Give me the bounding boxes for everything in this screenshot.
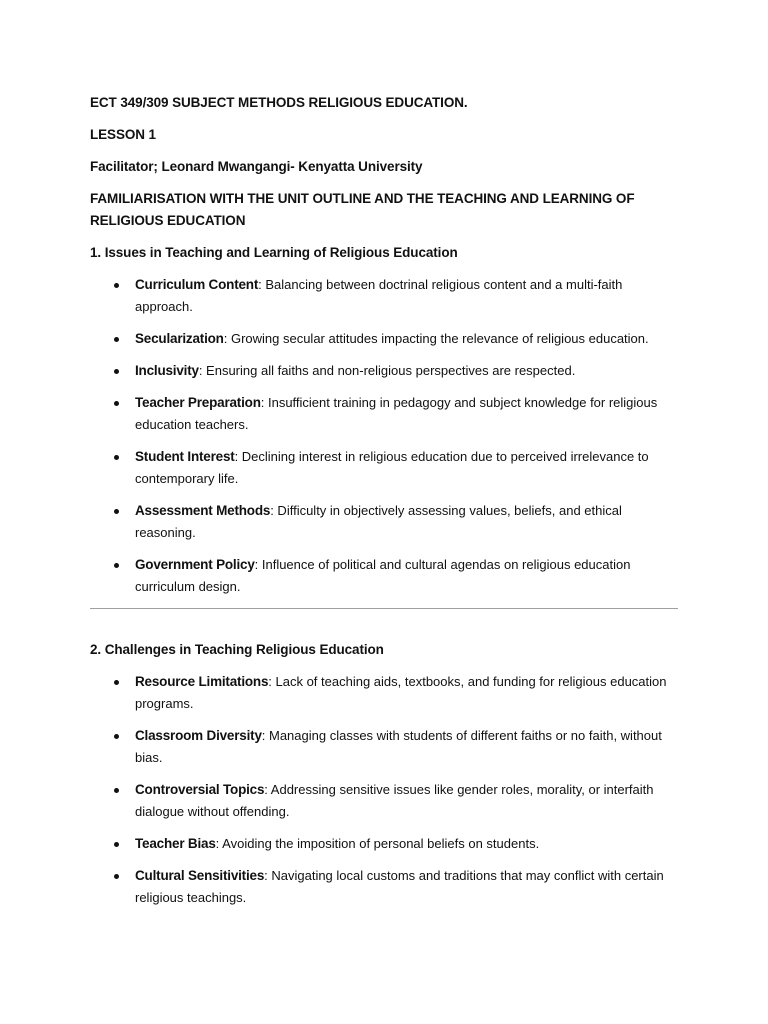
list-item (90, 446, 678, 490)
item-term: Government Policy (135, 557, 255, 572)
course-title: ECT 349/309 SUBJECT METHODS RELIGIOUS EDUCATION. (90, 95, 468, 110)
topic-heading: FAMILIARISATION WITH THE UNIT OUTLINE AND THE TEACHING AND LEARNING OF RELIGIOUS EDUCATION (90, 191, 635, 228)
item-term: Assessment Methods (135, 503, 271, 518)
item-term: Inclusivity (135, 363, 199, 378)
list-item (90, 833, 678, 855)
bullet-icon (114, 369, 119, 374)
item-description: : Declining interest in religious education due to perceived irrelevance to contemporary life. (135, 449, 649, 486)
list-item (90, 554, 678, 598)
item-description: : Lack of teaching aids, textbooks, and funding for religious education programs. (135, 674, 667, 711)
item-description: : Addressing sensitive issues like gender roles, morality, or interfaith dialogue without offending. (135, 782, 654, 819)
bullet-list (90, 671, 678, 909)
list-item (90, 671, 678, 715)
item-description: : Difficulty in objectively assessing values, beliefs, and ethical reasoning. (135, 503, 622, 540)
item-description: : Avoiding the imposition of personal beliefs on students. (215, 836, 540, 851)
section-title: 2. Challenges in Teaching Religious Education (90, 642, 384, 657)
list-item (90, 779, 678, 823)
bullet-icon (114, 337, 119, 342)
facilitator-line: Facilitator; Leonard Mwangangi- Kenyatta University (90, 159, 423, 174)
item-term: Teacher Preparation (135, 395, 261, 410)
list-item (90, 725, 678, 769)
bullet-list (90, 274, 678, 598)
item-term: Secularization (135, 331, 224, 346)
bullet-icon (114, 401, 119, 406)
item-term: Teacher Bias (135, 836, 216, 851)
bullet-icon (114, 734, 119, 739)
item-term: Resource Limitations (135, 674, 269, 689)
item-term: Classroom Diversity (135, 728, 262, 743)
item-description: : Managing classes with students of different faiths or no faith, without bias. (135, 728, 662, 765)
bullet-icon (114, 509, 119, 514)
item-description: : Balancing between doctrinal religious content and a multi-faith approach. (135, 277, 623, 314)
bullet-icon (114, 788, 119, 793)
list-item (90, 360, 678, 382)
section-challenges (90, 639, 678, 909)
item-description: : Insufficient training in pedagogy and subject knowledge for religious education teachers. (135, 395, 658, 432)
list-item (90, 328, 678, 350)
item-term: Curriculum Content (135, 277, 259, 292)
bullet-icon (114, 455, 119, 460)
item-term: Controversial Topics (135, 782, 265, 797)
list-item (90, 500, 678, 544)
bullet-icon (114, 283, 119, 288)
list-item (90, 392, 678, 436)
item-description: : Navigating local customs and traditions that may conflict with certain religious teachings. (135, 868, 664, 905)
lesson-label: LESSON 1 (90, 127, 156, 142)
bullet-icon (114, 874, 119, 879)
bullet-icon (114, 680, 119, 685)
item-description: : Growing secular attitudes impacting the relevance of religious education. (223, 331, 649, 346)
horizontal-divider (90, 608, 678, 609)
section-title: 1. Issues in Teaching and Learning of Religious Education (90, 245, 458, 260)
bullet-icon (114, 842, 119, 847)
list-item (90, 865, 678, 909)
section-issues (90, 242, 678, 598)
item-description: : Ensuring all faiths and non-religious perspectives are respected. (198, 363, 576, 378)
list-item (90, 274, 678, 318)
item-term: Cultural Sensitivities (135, 868, 265, 883)
item-description: : Influence of political and cultural agendas on religious education curriculum design. (135, 557, 631, 594)
item-term: Student Interest (135, 449, 235, 464)
bullet-icon (114, 563, 119, 568)
